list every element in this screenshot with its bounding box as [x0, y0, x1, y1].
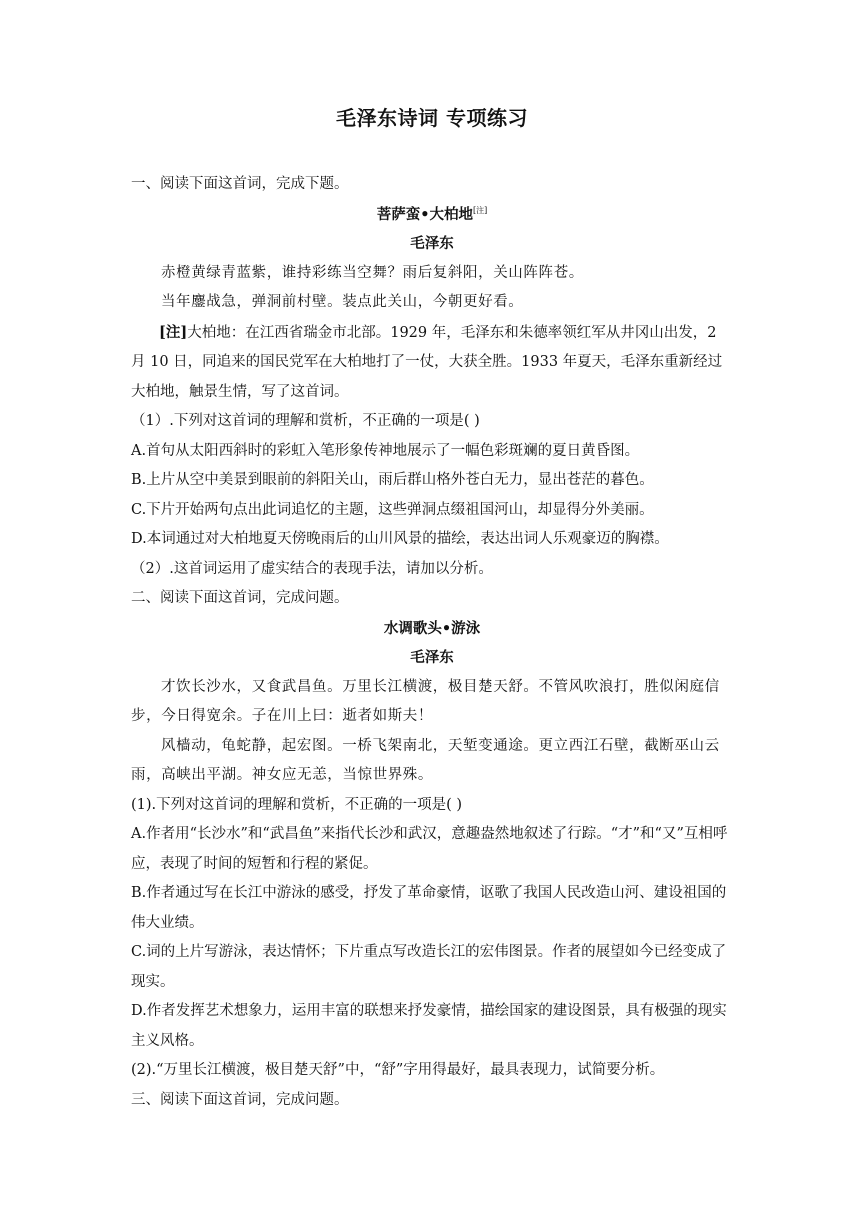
poem-1-note — [131, 318, 733, 408]
poem-2-line: 风樯动，龟蛇静，起宏图。一桥飞架南北，天堑变通途。更立西江石壁，截断巫山云雨，高峡出平湖。神女应无恙，当惊世界殊。 — [131, 737, 720, 783]
section-1-heading: 一、阅读下面这首词，完成下题。 — [131, 176, 349, 192]
section-1-option-b: B.上片从空中美景到眼前的斜阳关山，雨后群山格外苍白无力，显出苍茫的暮色。 — [131, 472, 654, 488]
section-2-option-b: B.作者通过写在长江中游泳的感受，抒发了革命豪情，讴歌了我国人民改造山河、建设祖国的伟大业绩。 — [131, 885, 727, 931]
section-2-question-1: (1).下列对这首词的理解和赏析，不正确的一项是( ) — [131, 796, 463, 813]
poem-1-author: 毛泽东 — [410, 235, 454, 252]
section-1-option-c: C.下片开始两句点出此词追忆的主题，这些弹洞点缀祖国河山，却显得分外美丽。 — [131, 501, 654, 518]
section-3-heading: 三、阅读下面这首词，完成问题。 — [131, 1091, 349, 1108]
note-text: 大柏地：在江西省瑞金市北部。1929 年，毛泽东和朱德率领红军从井冈山出发，2 月 10 日，同追来的国民党军在大柏地打了一仗，大获全胜。1933 年夏天，毛泽东重新经过大柏地，触景生情，写了这首词。 — [131, 324, 723, 400]
section-2-option-c: C.词的上片写游泳，表达情怀；下片重点写改造长江的宏伟图景。作者的展望如今已经变成了现实。 — [131, 944, 727, 990]
page-title: 毛泽东诗词 专项练习 — [336, 106, 528, 130]
poem-1-title — [131, 200, 733, 230]
note-label: [注] — [159, 323, 188, 341]
section-1-option-d: D.本词通过对大柏地夏天傍晚雨后的山川风景的描绘，表达出词人乐观豪迈的胸襟。 — [131, 531, 669, 547]
poem-1-title-text: 菩萨蛮•大柏地 — [376, 205, 474, 223]
section-1-option-a: A.首句从太阳西斜时的彩虹入笔形象传神地展示了一幅色彩斑斓的夏日黄昏图。 — [131, 442, 640, 459]
poem-1-note-mark: [注] — [473, 205, 488, 215]
section-1-question-1: （1）.下列对这首词的理解和赏析，不正确的一项是( ) — [131, 413, 480, 429]
poem-2-author: 毛泽东 — [410, 649, 454, 666]
section-2-option-a: A.作者用“长沙水”和“武昌鱼”来指代长沙和武汉，意趣盎然地叙述了行踪。“才”和“又”互相呼应，表现了时间的短暂和行程的紧促。 — [131, 826, 728, 872]
section-2-option-d: D.作者发挥艺术想象力，运用丰富的联想来抒发豪情，描绘国家的建设图景，具有极强的现实主义风格。 — [131, 1003, 727, 1049]
poem-1-line: 赤橙黄绿青蓝紫，谁持彩练当空舞？雨后复斜阳，关山阵阵苍。 — [161, 264, 584, 281]
section-1-question-2: （2）.这首词运用了虚实结合的表现手法，请加以分析。 — [131, 560, 493, 577]
section-2-heading: 二、阅读下面这首词，完成问题。 — [131, 590, 349, 606]
poem-1-line: 当年鏖战急，弹洞前村壁。装点此关山，今朝更好看。 — [161, 294, 524, 310]
poem-2-line: 才饮长沙水，又食武昌鱼。万里长江横渡，极目楚天舒。不管风吹浪打，胜似闲庭信步，今日得宽余。子在川上曰：逝者如斯夫！ — [131, 678, 720, 724]
poem-2-title: 水调歌头•游泳 — [383, 619, 481, 637]
section-2-question-2: (2).“万里长江横渡，极目楚天舒”中，“舒”字用得最好，最具表现力，试简要分析。 — [131, 1062, 665, 1078]
document-body — [131, 103, 733, 1115]
